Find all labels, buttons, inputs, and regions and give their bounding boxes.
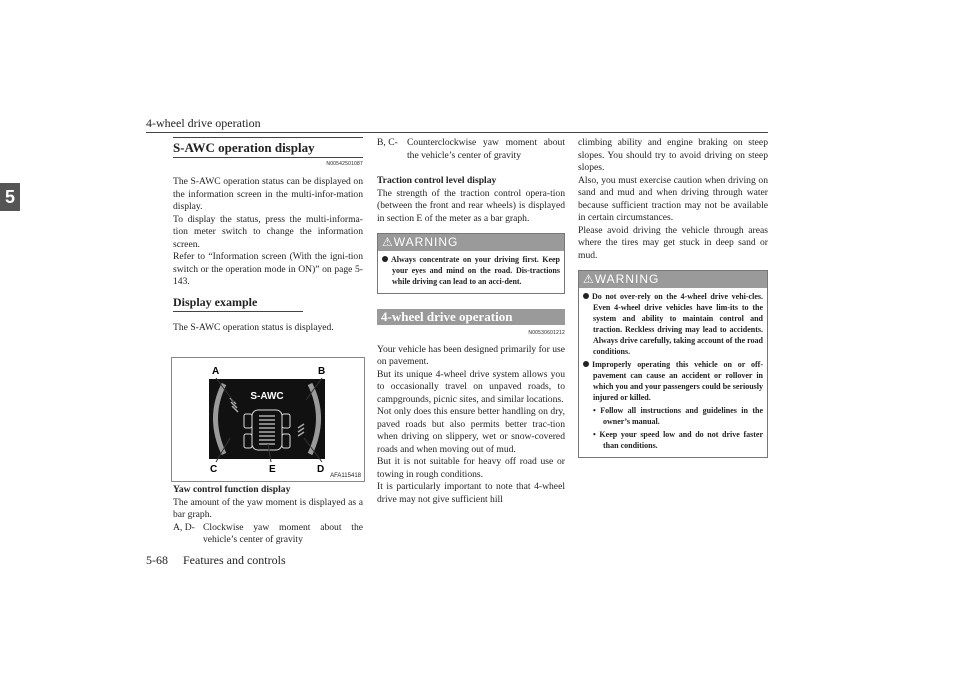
definition-text: Clockwise yaw moment about the vehicle’s center of gravity [203, 521, 363, 545]
warning-item [583, 359, 763, 403]
warning-box [578, 270, 768, 458]
figure-label-a: A [212, 366, 220, 377]
footer [146, 553, 286, 568]
traction-heading: Traction control level display [377, 175, 497, 186]
bullet-icon [583, 361, 589, 367]
warning-subitem: • Keep your speed low and do not drive faster than conditions. [593, 429, 763, 450]
paragraph: The S-AWC operation status is displayed. [173, 322, 334, 333]
figure-label-e: E [269, 464, 276, 475]
bullet-icon [382, 256, 388, 262]
definition-label: B, C- [377, 137, 398, 148]
yaw-heading: Yaw control function display [173, 484, 291, 495]
warning-header: ⚠WARNING [579, 271, 767, 288]
paragraph: Your vehicle has been designed primarily for use on pavement. [377, 343, 565, 367]
paragraph: But it is not suitable for heavy off road use or towing in rough conditions. [377, 456, 565, 480]
meter-title: S-AWC [250, 391, 284, 402]
warning-label: WARNING [393, 235, 459, 249]
warning-text: Improperly operating this vehicle on or off-pavement can cause an accident or rollover in which you and your passengers could be seriously injured or killed. [592, 359, 763, 402]
header-title: 4-wheel drive operation [146, 116, 261, 130]
warning-body [378, 251, 564, 293]
warning-body [579, 288, 767, 457]
definition-label: A, D- [173, 521, 195, 533]
warning-label: WARNING [594, 272, 660, 286]
paragraph: The S-AWC operation status can be displayed on the information screen in the multi-infor-mation display. [173, 176, 363, 212]
figure-label-d: D [317, 464, 325, 475]
figure-label-b: B [318, 366, 326, 377]
paragraph: Refer to “Information screen (With the igni-tion switch or the operation mode in ON)” on page 5-143. [173, 251, 363, 287]
paragraph: But its unique 4-wheel drive system allows you to occasionally travel on unpaved roads, to campgrounds, picnic sites, and similar locations. [377, 368, 565, 405]
paragraph: The strength of the traction control opera-tion (between the front and rear wheels) is displayed in section E of the meter as a bar graph. [377, 187, 565, 224]
paragraph: It is particularly important to note that 4-wheel drive may not give sufficient hill [377, 481, 565, 505]
column-3 [578, 137, 768, 458]
paragraph: climbing ability and engine braking on steep slopes. You should try to avoid driving on steep slopes. [578, 137, 768, 173]
warning-item [382, 254, 560, 287]
section-heading-4wd: 4-wheel drive operation [377, 309, 565, 326]
definition-ad [173, 522, 363, 547]
column-2 [377, 137, 565, 506]
s-awc-display-figure [171, 357, 365, 482]
page-number: 5-68 [146, 553, 168, 567]
figure-caption: AFA115418 [330, 473, 361, 479]
definition-bc [377, 137, 565, 162]
figure-label-c: C [210, 464, 218, 475]
definition-text: Counterclockwise yaw moment about the vehicle’s center of gravity [407, 137, 565, 161]
header-rule [146, 132, 768, 133]
section-code: N00530601212 [528, 330, 565, 336]
warning-text: Do not over-rely on the 4-wheel drive vehi-cles. Even 4-wheel drive vehicles have lim-its to the system and ability to maintain control and traction. Reckless driving may lead to accidents. Always drive carefully, taking account of the road conditions. [592, 291, 763, 356]
paragraph: The amount of the yaw moment is displayed as a bar graph. [173, 496, 363, 520]
paragraph: To display the status, press the multi-informa-tion meter switch to change the information screen. [173, 213, 363, 250]
footer-section: Features and controls [183, 553, 286, 567]
chapter-tab: 5 [0, 183, 20, 211]
bullet-icon [583, 293, 589, 299]
section-heading-s-awc: S-AWC operation display [173, 137, 363, 155]
column-1-lower [173, 484, 363, 547]
warning-box [377, 233, 565, 294]
warning-header: ⚠WARNING [378, 234, 564, 251]
warning-text: Always concentrate on your driving first. Keep your eyes and mind on the road. Dis-tractions while driving can lead to an acci-dent. [391, 254, 560, 286]
s-awc-meter-illustration [172, 358, 364, 481]
subheading-display-example: Display example [173, 296, 303, 313]
section-code: N00542501087 [173, 157, 363, 171]
paragraph: Please avoid driving the vehicle through areas where the tires may get stuck in deep sand or mud. [578, 224, 768, 261]
column-1 [173, 137, 363, 335]
paragraph: Not only does this ensure better handling on dry, paved roads but also permits better trac-tion when driving on slippery, wet or snow-covered roads and when moving out of mud. [377, 406, 565, 455]
warning-item [583, 291, 763, 357]
warning-subitem: • Follow all instructions and guidelines in the owner’s manual. [593, 405, 763, 426]
paragraph: Also, you must exercise caution when driving on sand and mud and when driving through water because sufficient traction may not be available in certain circumstances. [578, 174, 768, 223]
